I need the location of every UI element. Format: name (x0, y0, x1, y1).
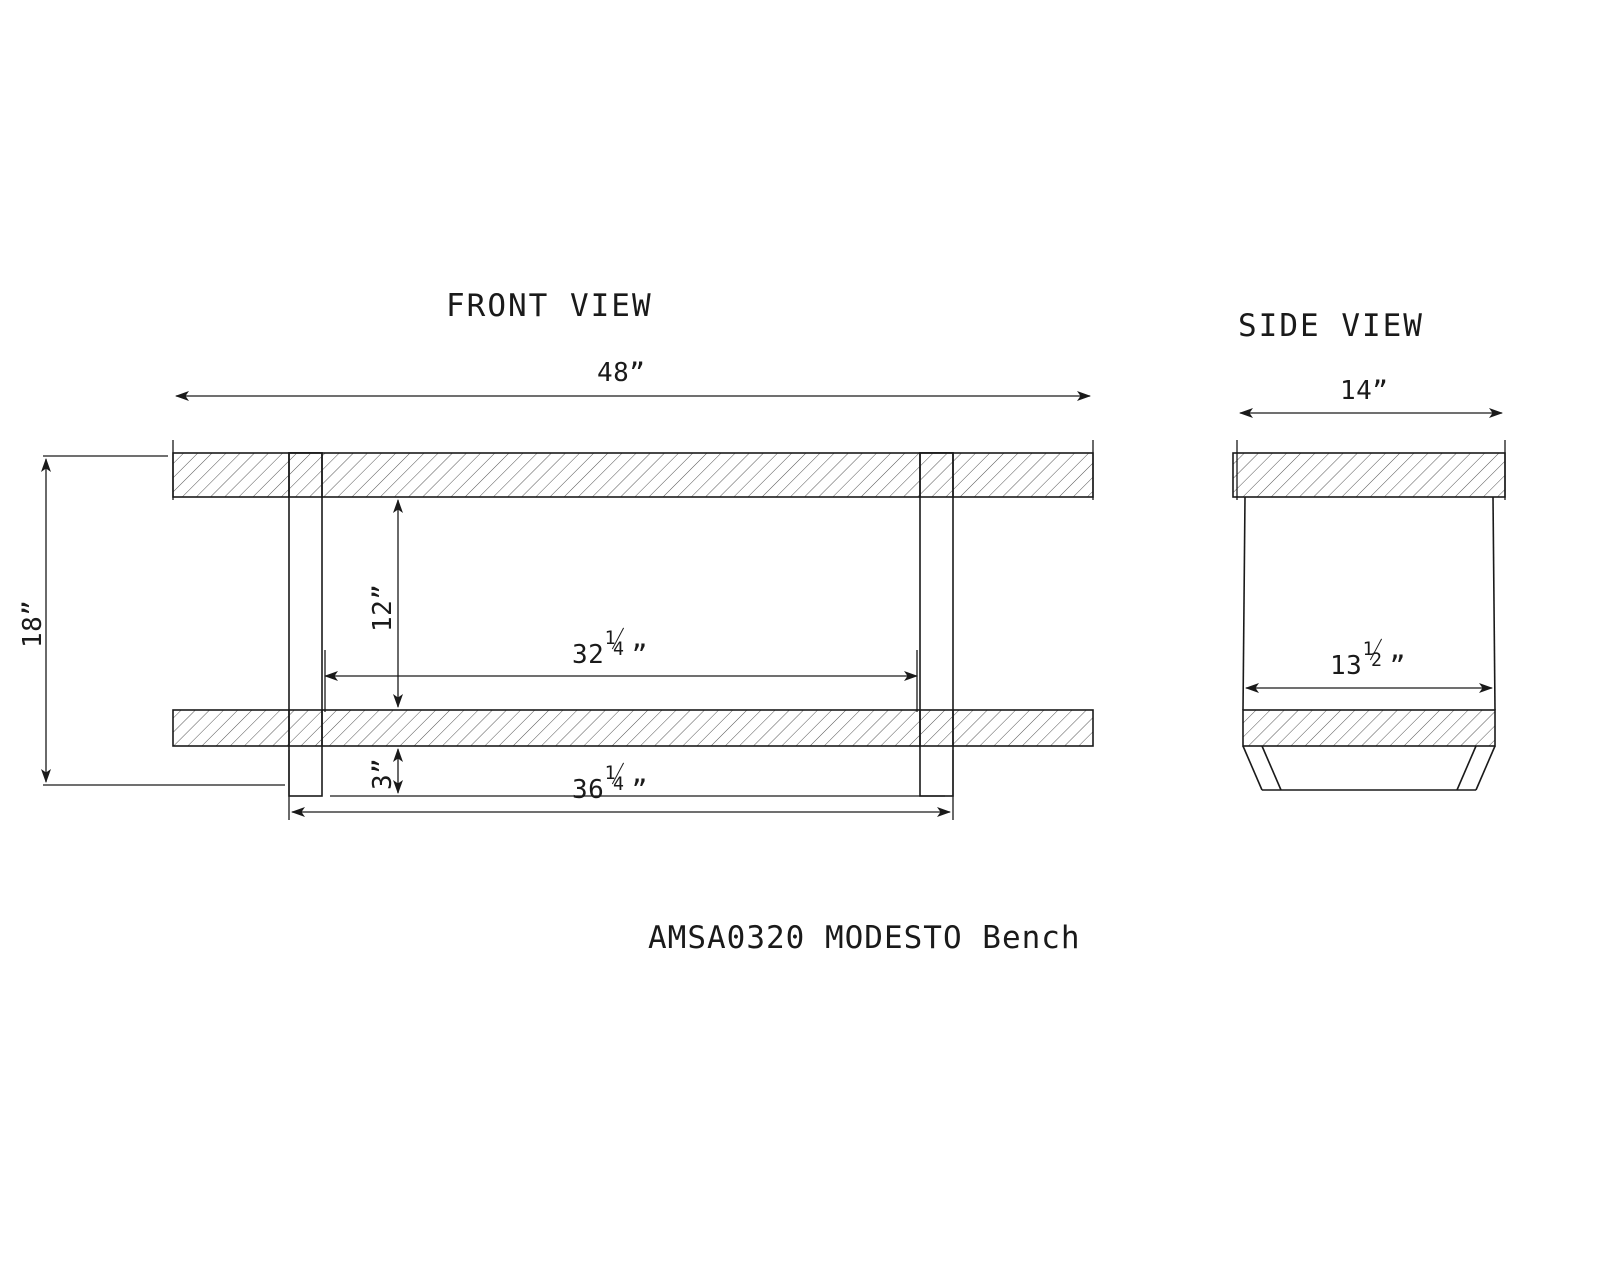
shelf-depth-whole: 13 (1330, 651, 1363, 681)
inner-shelf-width-unit: ” (631, 640, 648, 670)
dim-label-shelf-clear-height: 12” (368, 583, 398, 632)
leg-spread-denominator: 4 (613, 774, 625, 796)
inner-shelf-width-denominator: 4 (613, 639, 625, 661)
side-leg-left-outer (1243, 746, 1262, 790)
side-view-geometry (1233, 453, 1505, 790)
dim-label-overall-width: 48” (597, 358, 646, 388)
side-leg-left-inner (1262, 746, 1281, 790)
inner-shelf-width-whole: 32 (572, 640, 605, 670)
leg-spread-fraction (604, 762, 631, 798)
dim-label-leg-spread (572, 762, 648, 805)
front-left-leg-top-overlap (289, 453, 322, 497)
side-leg-right-outer (1476, 746, 1495, 790)
leg-spread-numerator: 1 (604, 762, 617, 784)
leg-spread-unit: ” (631, 775, 648, 805)
front-left-leg-shelf-overlap (289, 710, 322, 746)
dim-label-overall-depth: 14” (1340, 376, 1389, 406)
shelf-depth-denominator: 2 (1371, 650, 1383, 672)
side-top-slab (1233, 453, 1505, 497)
dim-label-shelf-depth (1330, 638, 1406, 681)
shelf-depth-numerator: 1 (1362, 638, 1375, 660)
drawing-caption: AMSA0320 MODESTO Bench (648, 920, 1081, 956)
dim-label-inner-shelf-width (572, 627, 648, 670)
shelf-depth-fraction (1362, 638, 1389, 674)
shelf-depth-unit: ” (1389, 651, 1406, 681)
leg-spread-whole: 36 (572, 775, 605, 805)
side-leg-right-upper (1493, 497, 1495, 710)
front-view-geometry (173, 453, 1093, 796)
side-leg-right-inner (1457, 746, 1476, 790)
side-bottom-shelf (1243, 710, 1495, 746)
inner-shelf-width-fraction (604, 627, 631, 663)
front-right-leg-top-overlap (920, 453, 953, 497)
inner-shelf-width-numerator: 1 (604, 627, 617, 649)
dim-label-overall-height: 18” (18, 599, 48, 648)
front-view-title: FRONT VIEW (446, 288, 653, 324)
front-right-leg-shelf-overlap (920, 710, 953, 746)
side-leg-left-upper (1243, 497, 1245, 710)
side-view-title: SIDE VIEW (1238, 308, 1424, 344)
dim-label-shelf-to-floor: 3” (368, 757, 398, 790)
